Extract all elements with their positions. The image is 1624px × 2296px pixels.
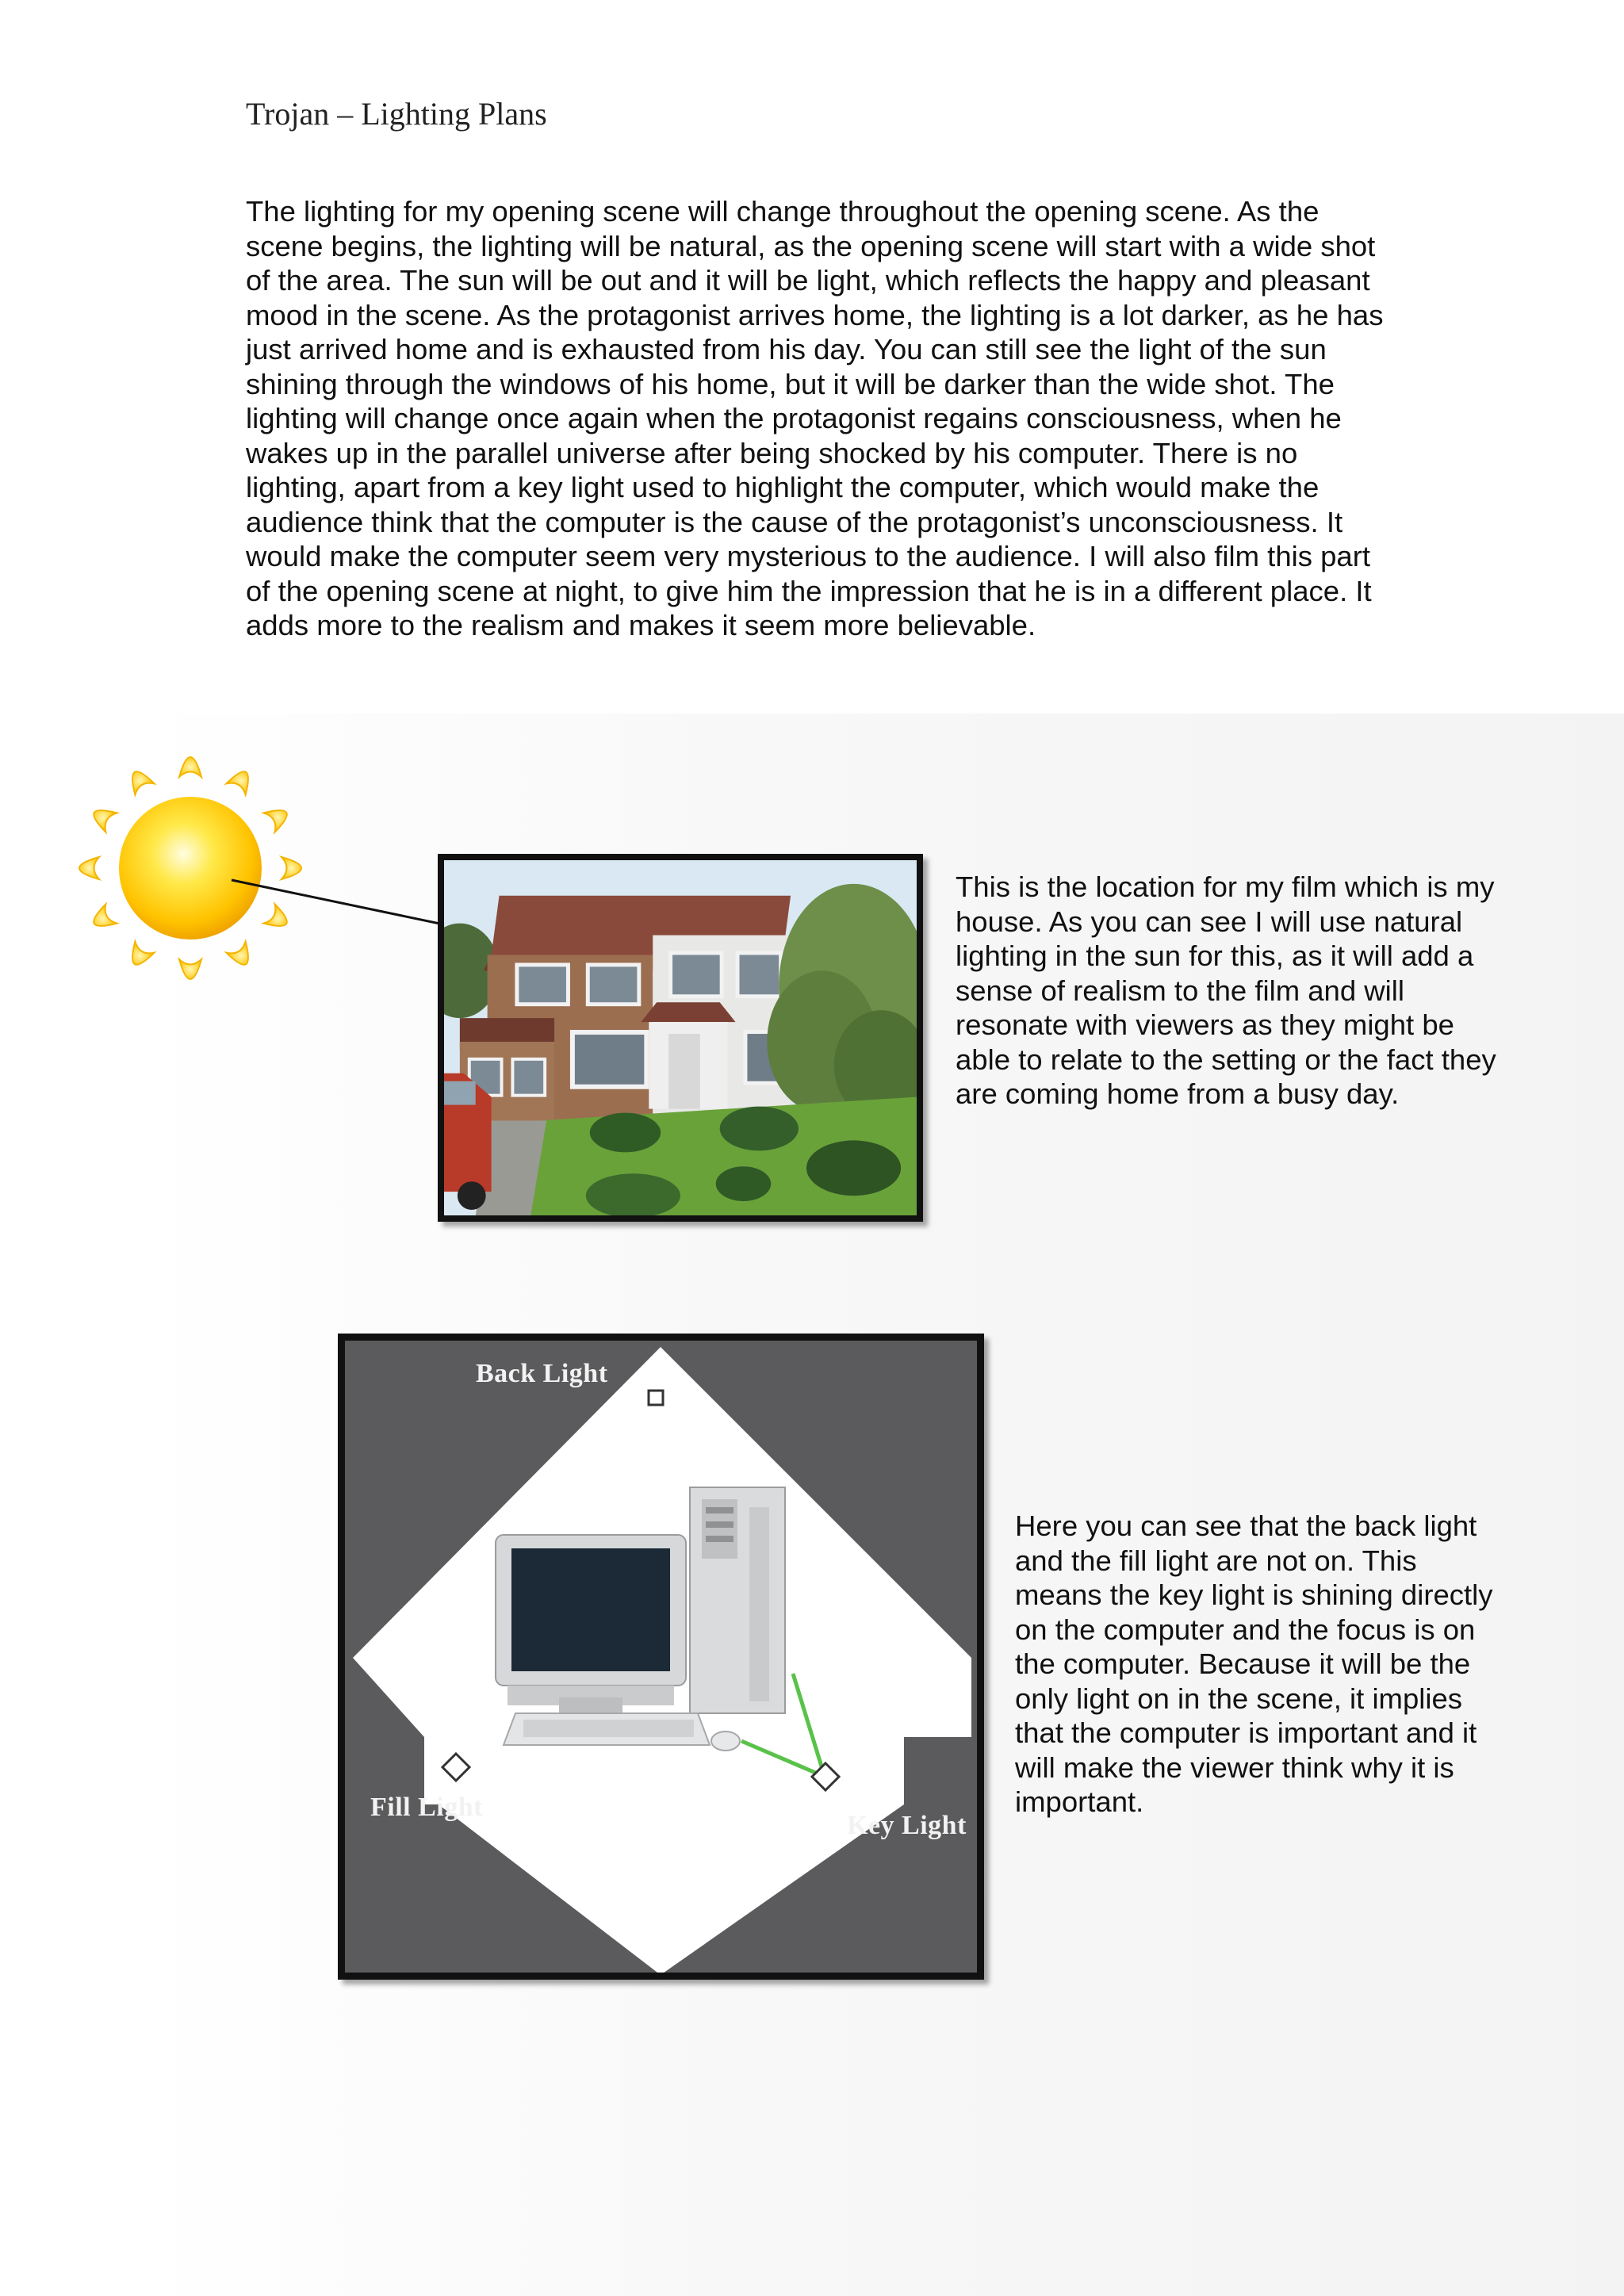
lighting-stage	[345, 1341, 977, 1973]
intro-paragraph: The lighting for my opening scene will change throughout the opening scene. As the scene begins, the lighting will be natural, as the opening scene will start with a wide shot of the area. The sun will be out and it will be light, which reflects the happy and pleasant mood in the scene. As the protagonist arrives home, the lighting is a lot darker, as he has just arrived home and is exhausted from his day. You can still see the light of the sun shining through the windows of his home, but it will be darker than the wide shot. The lighting will change once again when the protagonist regains consciousness, when he wakes up in the parallel universe after being shocked by his computer. There is no lighting, apart from a key light used to highlight the computer, which would make the audience think that the computer is the cause of the protagonist’s unconsciousness. It would make the computer seem very mysterious to the audience. I will also film this part of the opening scene at night, to give him the impression that he is in a different place. It adds more to the realism and makes it seem more believable.	[246, 195, 1384, 641]
lighting-diagram	[338, 1334, 984, 1980]
house-location-photo	[438, 854, 923, 1222]
fill-light-marker	[440, 1751, 472, 1783]
location-caption: This is the location for my film which is my house. As you can see I will use natural lighting in the sun for this, as it will add a sense of realism to the film and will resonate with viewers as they might be able to relate to the setting or the fact they are coming home from a busy day.	[956, 871, 1496, 1110]
key-light-label: Key Light	[847, 1811, 967, 1840]
document-title: Trojan – Lighting Plans	[246, 96, 547, 132]
back-light-label: Back Light	[476, 1359, 608, 1388]
sun-icon	[56, 733, 325, 1003]
key-light-marker	[810, 1761, 841, 1793]
diagram-caption: Here you can see that the back light and the fill light are not on. This means the key light is shining directly on the computer and the focus is on the computer. Because it will be the only light on in the scene, it implies that the computer is important and it will make the viewer think why it is important.	[1015, 1510, 1493, 1818]
fill-light-label: Fill Light	[370, 1793, 483, 1822]
back-light-marker	[646, 1388, 665, 1407]
